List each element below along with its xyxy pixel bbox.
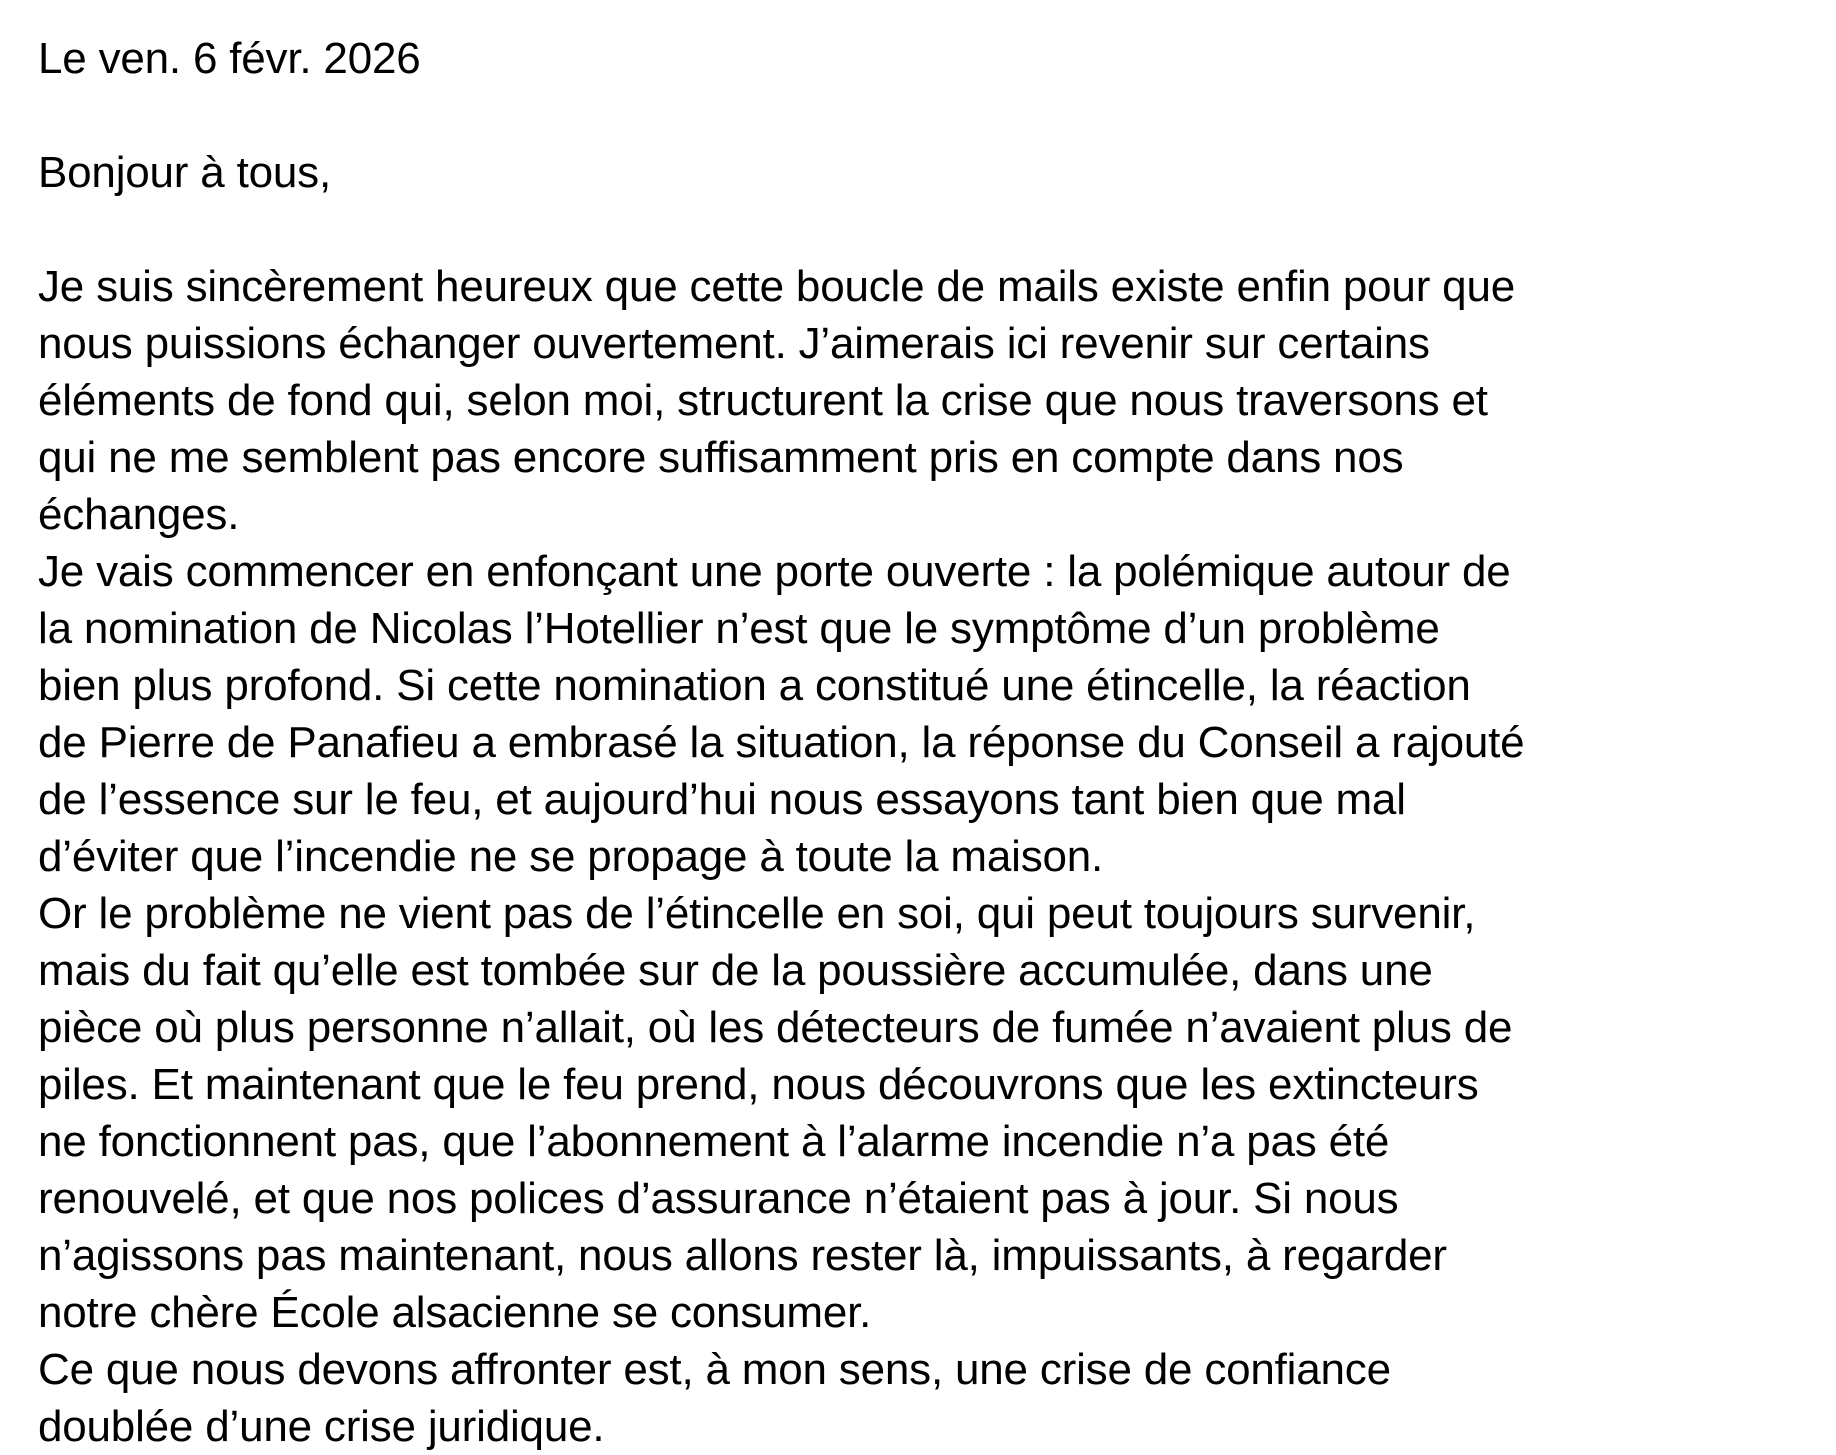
email-paragraph-spark: Je vais commencer en enfonçant une porte ouverte : la polémique autour de la nomination de Nicolas l’Hotellier n’est que le symptôme d’un problème bien plus profond. Si cette nomination a constitué une étincelle, la réaction de Pierre de Panafieu a embrasé la situation, la réponse du Conseil a rajouté de l’essence sur le feu, et aujourd’hui nous essayons tant bien que mal d’éviter que l’incendie ne se propage à toute la maison. [38,547,1525,881]
email-paragraph-intro: Je suis sincèrement heureux que cette boucle de mails existe enfin pour que nous puissions échanger ouvertement. J’aimerais ici revenir sur certains éléments de fond qui, selon moi, structurent la crise que nous traversons et qui ne me semblent pas encore suffisamment pris en compte dans nos échanges. [38,262,1515,539]
blank-line [38,87,1798,144]
blank-line [38,201,1798,258]
email-paragraph-problem: Or le problème ne vient pas de l’étincelle en soi, qui peut toujours survenir, mais du fait qu’elle est tombée sur de la poussière accumulée, dans une pièce où plus personne n’allait, où les détecteurs de fumée n’avaient plus de piles. Et maintenant que le feu prend, nous découvrons que les extincteurs ne fonctionnent pas, que l’abonnement à l’alarme incendie n’a pas été renouvelé, et que nos polices d’assurance n’étaient pas à jour. Si nous n’agissons pas maintenant, nous allons rester là, impuissants, à regarder notre chère École alsacienne se consumer. [38,889,1513,1337]
email-date-line: Le ven. 6 févr. 2026 [38,34,421,83]
email-greeting: Bonjour à tous, [38,148,331,197]
email-body [38,30,1798,1455]
email-paragraph-crisis: Ce que nous devons affronter est, à mon sens, une crise de confiance doublée d’une crise juridique. [38,1345,1391,1451]
